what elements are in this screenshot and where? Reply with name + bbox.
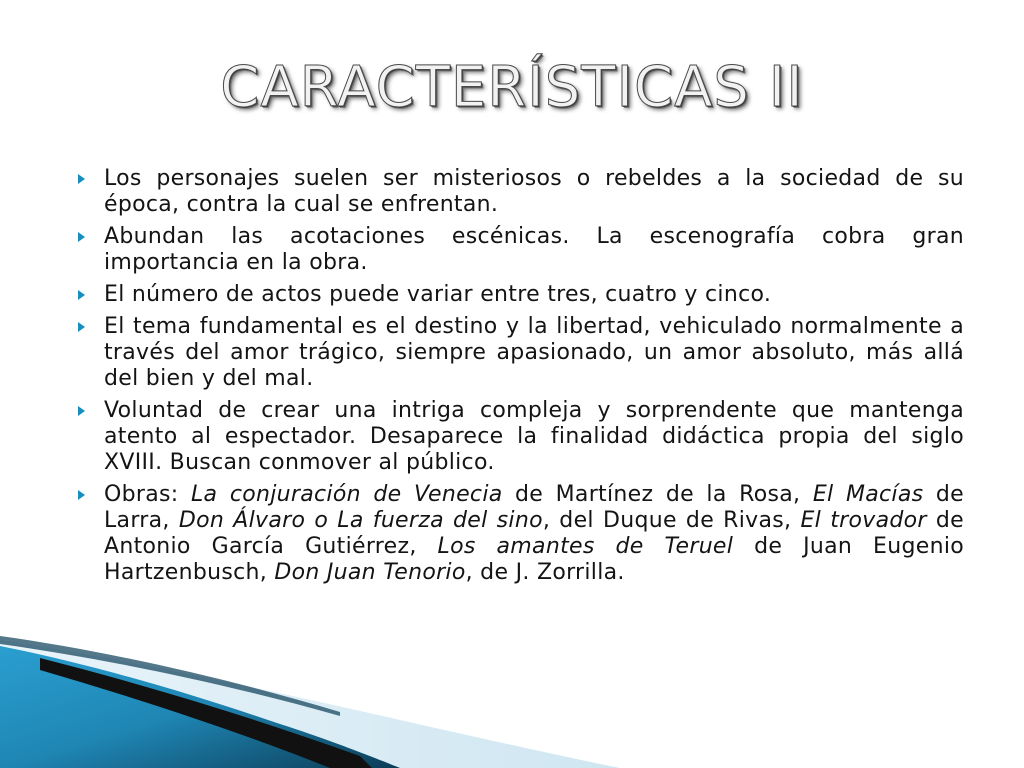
bullet-text: Los personajes suelen ser misteriosos o rebeldes a la sociedad de su época, contra la cual se enfrentan. (104, 166, 964, 217)
bullet-text: Obras: (104, 482, 191, 507)
decorative-wave-graphic (0, 628, 1024, 768)
triangle-right-icon (78, 232, 85, 242)
triangle-right-icon (78, 174, 85, 184)
bullet-text: El número de actos puede variar entre tres, cuatro y cinco. (104, 282, 772, 307)
bullet-item (74, 398, 964, 476)
work-title-text: El Macías (812, 482, 924, 507)
bullet-text: Voluntad de crear una intriga compleja y sorprendente que mantenga atento al espectador. Desaparece la finalidad didáctica propia del siglo XVIII. Buscan conmover al público. (104, 398, 964, 475)
bullet-text: de Antonio García Gutiérrez, (104, 508, 964, 559)
bullet-item (74, 482, 964, 586)
work-title-text: Don Juan Tenorio (274, 560, 466, 585)
work-title-text: Don Álvaro o La fuerza del sino (178, 508, 543, 533)
triangle-right-icon (78, 322, 85, 332)
bullet-item (74, 282, 964, 308)
bullet-text: de Juan Eugenio Hartzenbusch, (104, 534, 965, 585)
bullet-text: de Larra, (104, 482, 964, 533)
bullet-text: El tema fundamental es el destino y la libertad, vehiculado normalmente a través del amor trágico, siempre apasionado, un amor absoluto, más allá del bien y del mal. (104, 314, 964, 391)
bullet-list (74, 166, 964, 592)
triangle-right-icon (78, 406, 85, 416)
work-title-text: La conjuración de Venecia (191, 482, 503, 507)
work-title-text: Los amantes de Teruel (437, 534, 734, 559)
bullet-text: , del Duque de Rivas, (542, 508, 801, 533)
triangle-right-icon (78, 490, 85, 500)
slide-title: CARACTERÍSTICAS II (220, 55, 804, 120)
bullet-item (74, 224, 964, 276)
bullet-text: , de J. Zorrilla. (465, 560, 625, 585)
triangle-right-icon (78, 290, 85, 300)
bullet-text: de Martínez de la Rosa, (502, 482, 813, 507)
work-title-text: El trovador (800, 508, 927, 533)
bullet-text: Abundan las acotaciones escénicas. La escenografía cobra gran importancia en la obra. (104, 224, 964, 275)
bullet-item (74, 166, 964, 218)
bullet-item (74, 314, 964, 392)
